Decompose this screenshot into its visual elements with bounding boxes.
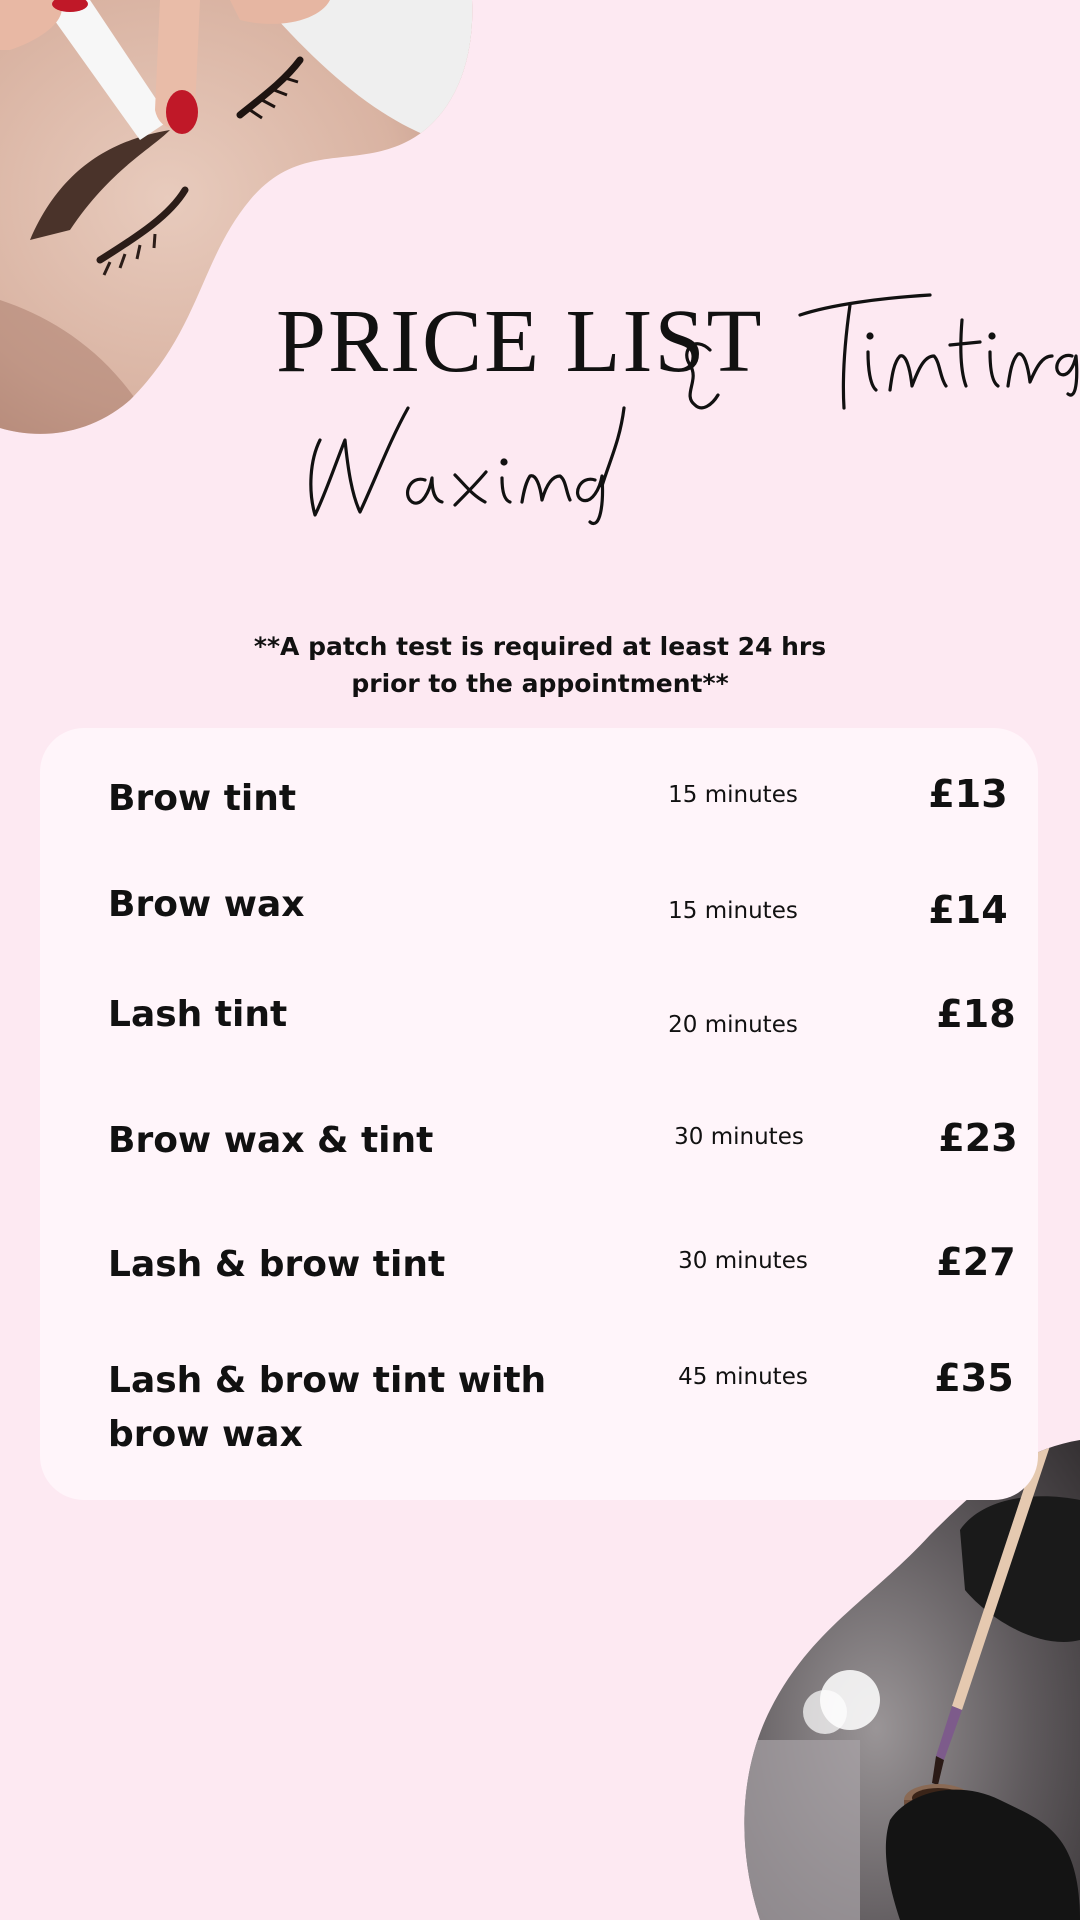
service-duration: 15 minutes	[668, 898, 798, 924]
service-duration: 20 minutes	[668, 1012, 798, 1038]
patch-test-notice	[0, 628, 1080, 702]
service-name: Lash & brow tint	[108, 1244, 446, 1285]
service-name: Brow tint	[108, 778, 297, 819]
service-price: £27	[936, 1240, 1016, 1284]
service-price: £18	[936, 992, 1016, 1036]
tint-brush-photo	[740, 1440, 1080, 1920]
service-price: £35	[934, 1356, 1014, 1400]
service-duration: 15 minutes	[668, 782, 798, 808]
service-price: £13	[928, 772, 1008, 816]
service-price: £23	[938, 1116, 1018, 1160]
service-duration: 30 minutes	[678, 1248, 808, 1274]
service-name: Brow wax & tint	[108, 1120, 434, 1161]
service-name: Lash tint	[108, 994, 288, 1035]
service-price: £14	[928, 888, 1008, 932]
service-duration: 45 minutes	[678, 1364, 808, 1390]
service-duration: 30 minutes	[674, 1124, 804, 1150]
service-name: Lash & brow tint with brow wax	[108, 1360, 547, 1455]
price-list-card	[40, 728, 1038, 1500]
notice-line-1: **A patch test is required at least 24 hrs	[253, 632, 827, 661]
service-name: Brow wax	[108, 884, 305, 925]
page-title: PRICE LIST	[276, 292, 764, 391]
script-subtitle	[290, 290, 1080, 530]
notice-line-2: prior to the appointment**	[351, 669, 729, 698]
